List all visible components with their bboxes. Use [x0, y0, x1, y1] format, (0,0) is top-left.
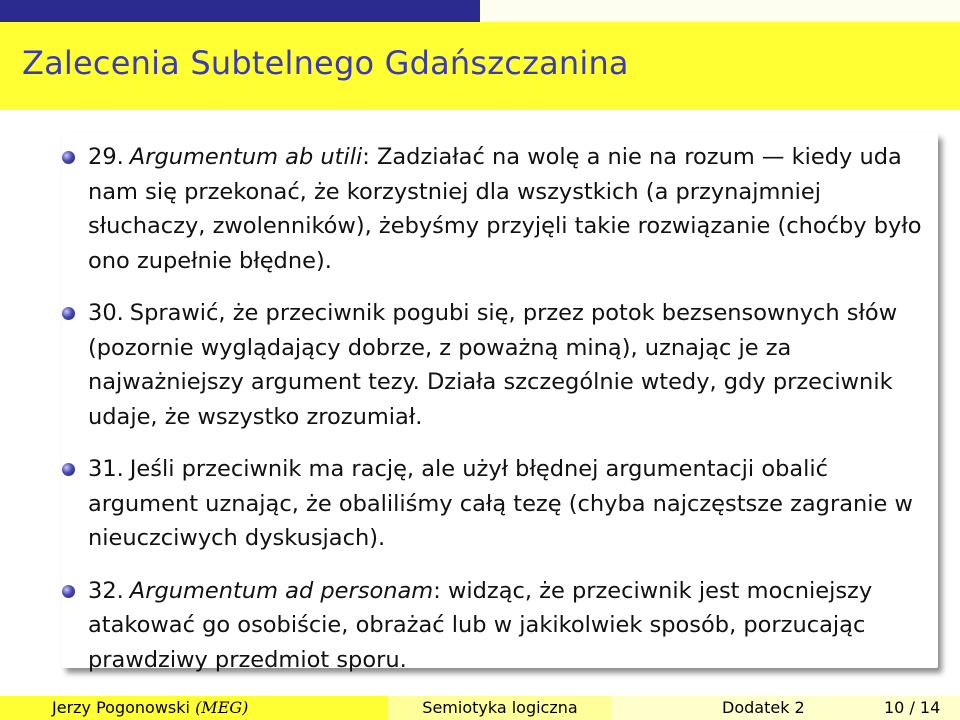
bullet-icon — [62, 585, 75, 598]
author-group: (MEG) — [195, 698, 249, 717]
course-name: Semiotyka logiczna — [422, 698, 578, 717]
item-text: Sprawić, że przeciwnik pogubi się, przez potok bezsensownych słów (pozornie wyglądający dobrze, z poważną miną), uznając je za najważniejszy argument tezy. Działa szczególnie wtedy, gdy przeciwnik udaje, że wszystko zrozumiał. — [88, 300, 898, 430]
item-number: 32. — [88, 577, 124, 604]
top-bar-left — [0, 0, 480, 22]
bullet-icon — [62, 307, 75, 320]
top-navigation-bar — [0, 0, 960, 22]
item-text: : widząc, że przeciwnik jest mocniejszy atakować go osobiście, obrażać lub w jakikolwiek sposób, porzucając prawdziwy przedmiot sporu. — [88, 577, 873, 673]
item-list — [62, 140, 942, 695]
footer-bar — [0, 696, 960, 720]
author-name: Jerzy Pogonowski — [52, 698, 190, 717]
item-number: 29. — [88, 144, 124, 170]
footer-author — [0, 696, 388, 720]
list-item — [62, 452, 942, 556]
bullet-icon — [62, 151, 75, 164]
list-item — [62, 140, 942, 278]
item-text: : Zadziałać na wolę a nie na rozum — kiedy uda nam się przekonać, że korzystniej dla wszystkich (a przynajmniej słuchaczy, zwolenników), żebyśmy przyjęli takie rozwiązanie (choćby było ono zupełnie błędne). — [88, 144, 922, 274]
item-number: 31. — [88, 456, 124, 482]
list-item — [62, 574, 942, 678]
bullet-icon — [62, 463, 75, 476]
item-text: Jeśli przeciwnik ma rację, ale użył błędnej argumentacji obalić argument uznając, że obaliliśmy całą tezę (chyba najczęstsze zagranie w nieuczciwych dyskusjach). — [88, 456, 913, 551]
list-item — [62, 296, 942, 434]
footer-course — [388, 696, 612, 720]
item-term: Argumentum ab utili — [129, 144, 363, 170]
section-name: Dodatek 2 — [722, 698, 805, 717]
slide-title: Zalecenia Subtelnego Gdańszczanina — [22, 44, 629, 82]
item-number: 30. — [88, 300, 124, 326]
top-bar-right — [480, 0, 960, 22]
page-number: 10 / 14 — [884, 698, 941, 717]
item-term: Argumentum ad personam — [129, 577, 434, 604]
footer-section — [612, 696, 960, 720]
